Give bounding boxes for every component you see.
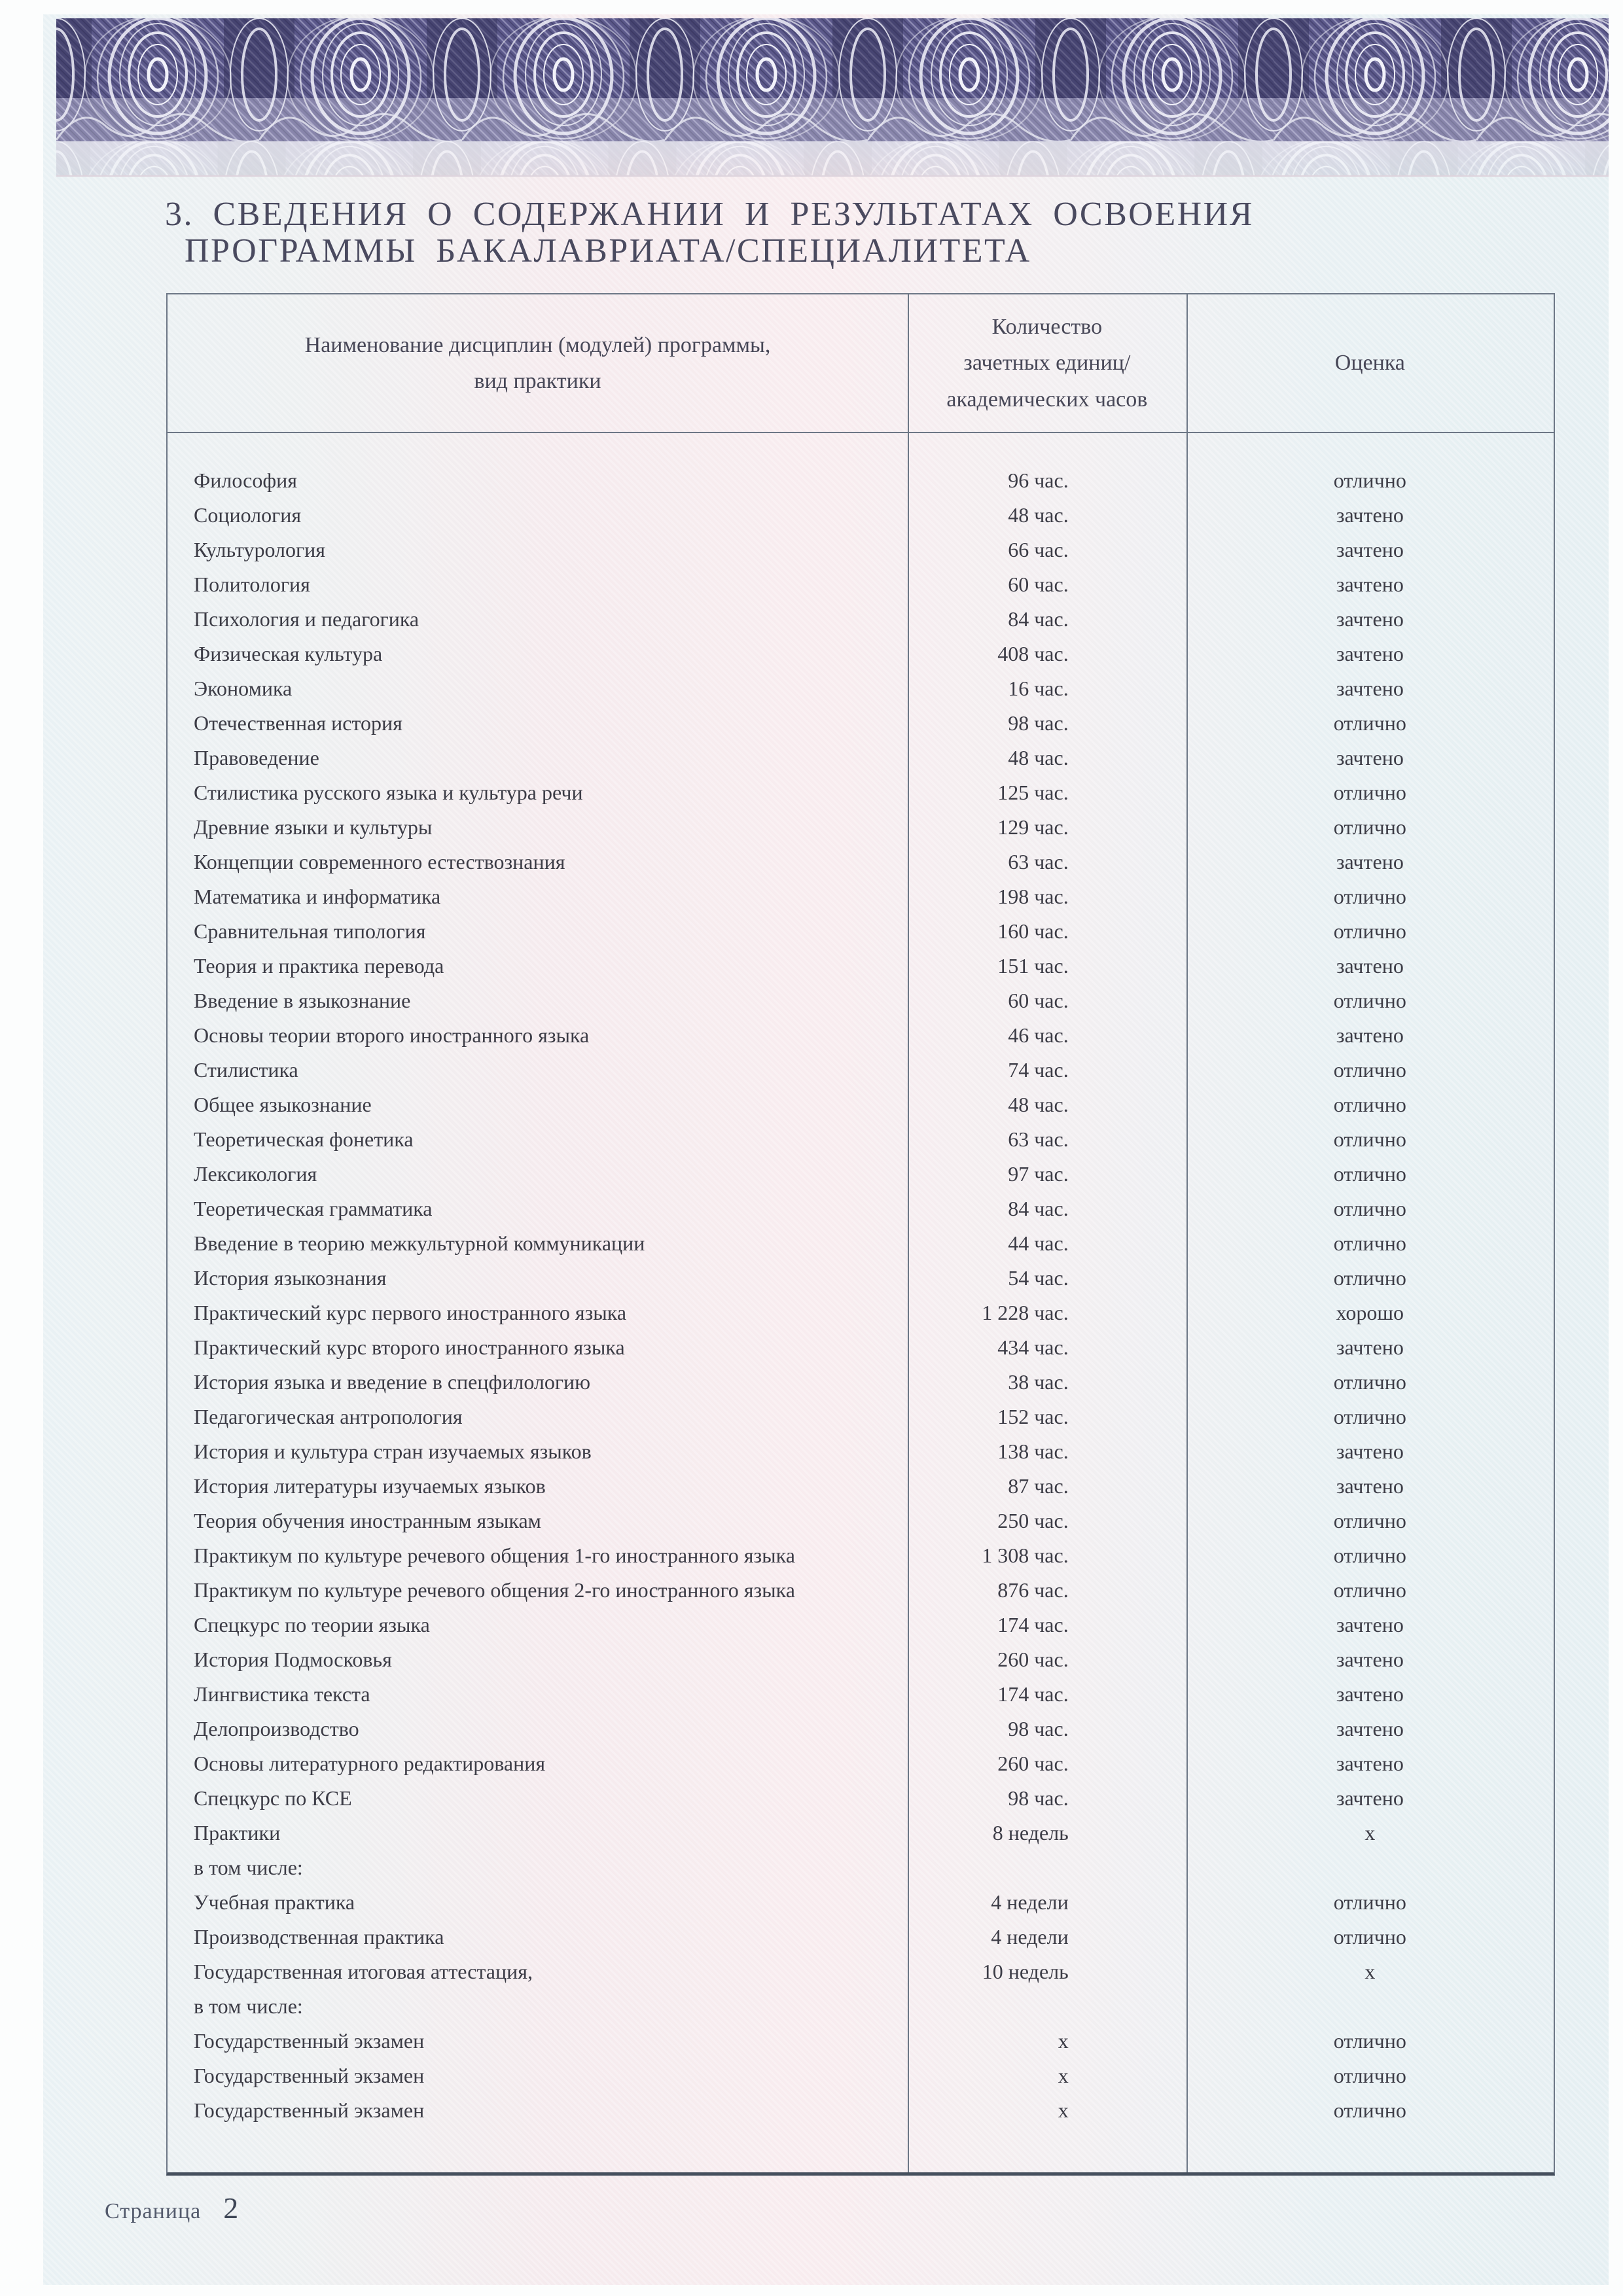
hours-cell: 260 час. [997,1752,1069,1775]
hours-cell: 38 час. [1008,1370,1069,1394]
grade-cell: отлично [1333,815,1406,839]
grade-cell: зачтено [1336,1335,1404,1359]
discipline-name-cell: Теория и практика перевода [194,954,444,978]
discipline-name-cell: Делопроизводство [194,1717,359,1740]
disciplines-table [166,293,1555,2176]
grade-cell: отлично [1333,1266,1406,1290]
discipline-name-cell: История Подмосковья [194,1648,392,1671]
table-row [168,2024,1554,2058]
hours-cell: 408 час. [997,642,1069,665]
hours-cell [908,1989,1186,2024]
footer-label: Страница [105,2199,202,2223]
hours-cell: 198 час. [997,885,1069,908]
header-grade-label: Оценка [1334,351,1405,376]
grade-cell: зачтено [1336,1023,1404,1047]
grade-cell: отлично [1333,781,1406,804]
hours-cell: 74 час. [1008,1058,1069,1082]
hours-cell: 60 час. [1008,573,1069,596]
table-row [168,533,1554,567]
section-title-line1: 3. СВЕДЕНИЯ О СОДЕРЖАНИИ И РЕЗУЛЬТАТАХ ОСВОЕНИЯ [165,196,1254,233]
table-row [168,1850,1554,1885]
discipline-name-cell: История литературы изучаемых языков [194,1474,546,1498]
header-discipline-line1: Наименование дисциплин (модулей) программы, [304,332,771,357]
table-row [168,1469,1554,1504]
table-row [168,741,1554,775]
table-row [168,1192,1554,1226]
grade-cell: зачтено [1336,1474,1404,1498]
guilloche-fade-strip [56,141,1609,177]
discipline-name-cell: Спецкурс по теории языка [194,1613,430,1636]
discipline-name-cell: Спецкурс по КСЕ [194,1786,352,1810]
grade-cell: отлично [1333,1578,1406,1602]
table-row [168,1400,1554,1434]
table-row [168,1920,1554,1954]
grade-cell: отлично [1333,1093,1406,1116]
header-discipline [168,294,908,432]
discipline-name-cell: Стилистика [194,1058,298,1082]
hours-cell: 152 час. [997,1405,1069,1428]
discipline-name-cell: Концепции современного естествознания [194,850,565,874]
discipline-name-cell: Основы теории второго иностранного языка [194,1023,590,1047]
table-row [168,1816,1554,1850]
grade-cell: зачтено [1336,538,1404,561]
grade-cell: зачтено [1336,607,1404,631]
header-credits [908,294,1186,432]
grade-cell: отлично [1333,2098,1406,2122]
discipline-name-cell: Правоведение [194,746,319,769]
grade-cell: отлично [1333,1162,1406,1186]
guilloche-pattern-icon [56,18,1609,141]
table-row [168,1885,1554,1920]
table-row [168,671,1554,706]
hours-cell: 84 час. [1008,1197,1069,1220]
hours-cell: 48 час. [1008,1093,1069,1116]
hours-cell: 48 час. [1008,503,1069,527]
discipline-name-cell: Практикум по культуре речевого общения 2-го иностранного языка [194,1578,795,1602]
grade-cell: отлично [1333,989,1406,1012]
grade-cell: зачтено [1336,1439,1404,1463]
discipline-name-cell: Политология [194,573,310,596]
discipline-name-cell: Древние языки и культуры [194,815,433,839]
hours-cell [908,1850,1186,1885]
page-footer [105,2191,238,2225]
hours-cell: 174 час. [997,1613,1069,1636]
column-divider-2 [1186,294,1188,2172]
table-row [168,1608,1554,1642]
table-row [168,463,1554,498]
discipline-name-cell: Теоретическая фонетика [194,1127,414,1151]
hours-cell: 174 час. [997,1682,1069,1706]
header-credits-line2: зачетных единиц/ [963,351,1131,376]
discipline-name-cell: Государственная итоговая аттестация, [194,1960,533,1983]
discipline-name-cell: Стилистика русского языка и культура речи [194,781,583,804]
table-row [168,706,1554,741]
grade-cell: отлично [1333,1197,1406,1220]
discipline-name-cell: Основы литературного редактирования [194,1752,546,1775]
discipline-name-cell: Производственная практика [194,1925,444,1949]
table-row [168,1365,1554,1400]
table-body [168,433,1554,2172]
grade-cell: отлично [1333,2064,1406,2087]
table-row [168,1954,1554,1989]
grade-cell: зачтено [1336,503,1404,527]
discipline-name-cell: История языка и введение в спецфилологию [194,1370,591,1394]
hours-cell: х [1058,2064,1069,2087]
table-row [168,1989,1554,2024]
table-row [168,1712,1554,1746]
hours-cell: 98 час. [1008,711,1069,735]
hours-cell: 63 час. [1008,1127,1069,1151]
grade-cell: отлично [1333,1405,1406,1428]
hours-cell: 250 час. [997,1509,1069,1532]
grade-cell: зачтено [1336,573,1404,596]
hours-cell: 260 час. [997,1648,1069,1671]
grade-cell: зачтено [1336,1752,1404,1775]
hours-cell: х [1058,2098,1069,2122]
discipline-name-cell: Отечественная история [194,711,402,735]
table-row [168,914,1554,949]
footer-page-number: 2 [223,2191,239,2225]
grade-cell: отлично [1333,1544,1406,1567]
hours-cell: 4 недели [991,1890,1069,1914]
grade-cell: зачтено [1336,746,1404,769]
table-row [168,2093,1554,2128]
header-discipline-line2: вид практики [474,369,601,393]
hours-cell: 63 час. [1008,850,1069,874]
grade-cell: отлично [1333,885,1406,908]
grade-cell: х [1364,1960,1376,1983]
discipline-name-cell: Практикум по культуре речевого общения 1-го иностранного языка [194,1544,795,1567]
table-row [168,1677,1554,1712]
hours-cell: 876 час. [997,1578,1069,1602]
table-row [168,1746,1554,1781]
grade-cell: зачтено [1336,642,1404,665]
discipline-name-cell: Государственный экзамен [194,2098,425,2122]
table-row [168,845,1554,879]
hours-cell: 151 час. [997,954,1069,978]
table-row [168,498,1554,533]
grade-cell: отлично [1333,919,1406,943]
table-row [168,1018,1554,1053]
grade-cell: зачтено [1336,1613,1404,1636]
hours-cell: 48 час. [1008,746,1069,769]
hours-cell: 16 час. [1008,677,1069,700]
table-row [168,602,1554,637]
hours-cell: 98 час. [1008,1786,1069,1810]
hours-cell: 87 час. [1008,1474,1069,1498]
table-row [168,1504,1554,1538]
discipline-name-cell: История языкознания [194,1266,387,1290]
section-title [165,196,1254,270]
discipline-name-cell: Общее языкознание [194,1093,372,1116]
discipline-name-cell: в том числе: [194,1856,303,1879]
table-row [168,1642,1554,1677]
discipline-name-cell: Педагогическая антропология [194,1405,463,1428]
grade-cell [1186,1989,1554,2024]
page-sheet [43,14,1609,2285]
grade-cell: отлично [1333,1370,1406,1394]
header-grade [1186,294,1554,432]
hours-cell: 138 час. [997,1439,1069,1463]
discipline-name-cell: Государственный экзамен [194,2029,425,2053]
discipline-name-cell: Экономика [194,677,293,700]
grade-cell: отлично [1333,2029,1406,2053]
hours-cell: 97 час. [1008,1162,1069,1186]
grade-cell: зачтено [1336,1682,1404,1706]
hours-cell: 4 недели [991,1925,1069,1949]
grade-cell: отлично [1333,1925,1406,1949]
table-row [168,637,1554,671]
grade-cell: зачтено [1336,1648,1404,1671]
hours-cell: 8 недель [992,1821,1069,1845]
hours-cell: 160 час. [997,919,1069,943]
hours-cell: 60 час. [1008,989,1069,1012]
table-row [168,1296,1554,1330]
hours-cell: 125 час. [997,781,1069,804]
header-credits-line3: академических часов [946,387,1148,412]
discipline-name-cell: Учебная практика [194,1890,355,1914]
discipline-name-cell: Психология и педагогика [194,607,419,631]
discipline-name-cell: Лексикология [194,1162,317,1186]
discipline-name-cell: Введение в языкознание [194,989,411,1012]
grade-cell: зачтено [1336,1717,1404,1740]
discipline-name-cell: Математика и информатика [194,885,441,908]
grade-cell: отлично [1333,468,1406,492]
table-row [168,810,1554,845]
discipline-name-cell: Практики [194,1821,281,1845]
table-row [168,775,1554,810]
table-row [168,1261,1554,1296]
table-row [168,1781,1554,1816]
hours-cell: 98 час. [1008,1717,1069,1740]
table-row [168,949,1554,983]
hours-cell: 84 час. [1008,607,1069,631]
hours-cell: 434 час. [997,1335,1069,1359]
grade-cell: отлично [1333,711,1406,735]
table-row [168,1573,1554,1608]
discipline-name-cell: в том числе: [194,1994,303,2018]
table-header [168,294,1554,433]
hours-cell: 66 час. [1008,538,1069,561]
discipline-name-cell: Введение в теорию межкультурной коммуникации [194,1231,645,1255]
discipline-name-cell: Лингвистика текста [194,1682,370,1706]
grade-cell: х [1364,1821,1376,1845]
discipline-name-cell: Сравнительная типология [194,919,426,943]
column-divider-1 [908,294,909,2172]
table-row [168,1157,1554,1192]
header-credits-line1: Количество [991,315,1103,340]
discipline-name-cell: Физическая культура [194,642,383,665]
guilloche-band [56,18,1609,141]
hours-cell: 44 час. [1008,1231,1069,1255]
grade-cell: зачтено [1336,954,1404,978]
table-row [168,1434,1554,1469]
discipline-name-cell: Социология [194,503,302,527]
grade-cell: отлично [1333,1231,1406,1255]
hours-cell: 54 час. [1008,1266,1069,1290]
grade-cell: зачтено [1336,1786,1404,1810]
table-row [168,1330,1554,1365]
section-title-line2: ПРОГРАММЫ БАКАЛАВРИАТА/СПЕЦИАЛИТЕТА [185,232,1031,270]
grade-cell: зачтено [1336,677,1404,700]
discipline-name-cell: Практический курс второго иностранного языка [194,1335,625,1359]
guilloche-fade-pattern-icon [56,141,1609,175]
hours-cell: 10 недель [982,1960,1069,1983]
grade-cell: отлично [1333,1058,1406,1082]
table-row [168,1053,1554,1087]
discipline-name-cell: Практический курс первого иностранного языка [194,1301,627,1324]
table-row [168,1122,1554,1157]
table-row [168,1226,1554,1261]
discipline-name-cell: Теоретическая грамматика [194,1197,433,1220]
table-row [168,567,1554,602]
hours-cell: 96 час. [1008,468,1069,492]
hours-cell: х [1058,2029,1069,2053]
grade-cell: отлично [1333,1509,1406,1532]
discipline-name-cell: Культурология [194,538,325,561]
hours-cell: 129 час. [997,815,1069,839]
discipline-name-cell: История и культура стран изучаемых языков [194,1439,592,1463]
table-row [168,1087,1554,1122]
grade-cell: отлично [1333,1890,1406,1914]
table-row [168,983,1554,1018]
discipline-name-cell: Государственный экзамен [194,2064,425,2087]
discipline-name-cell: Философия [194,468,297,492]
table-row [168,879,1554,914]
grade-cell [1186,1850,1554,1885]
hours-cell: 1 308 час. [982,1544,1069,1567]
table-row [168,1538,1554,1573]
grade-cell: хорошо [1336,1301,1404,1324]
hours-cell: 1 228 час. [982,1301,1069,1324]
grade-cell: отлично [1333,1127,1406,1151]
table-row [168,2058,1554,2093]
grade-cell: зачтено [1336,850,1404,874]
hours-cell: 46 час. [1008,1023,1069,1047]
discipline-name-cell: Теория обучения иностранным языкам [194,1509,541,1532]
